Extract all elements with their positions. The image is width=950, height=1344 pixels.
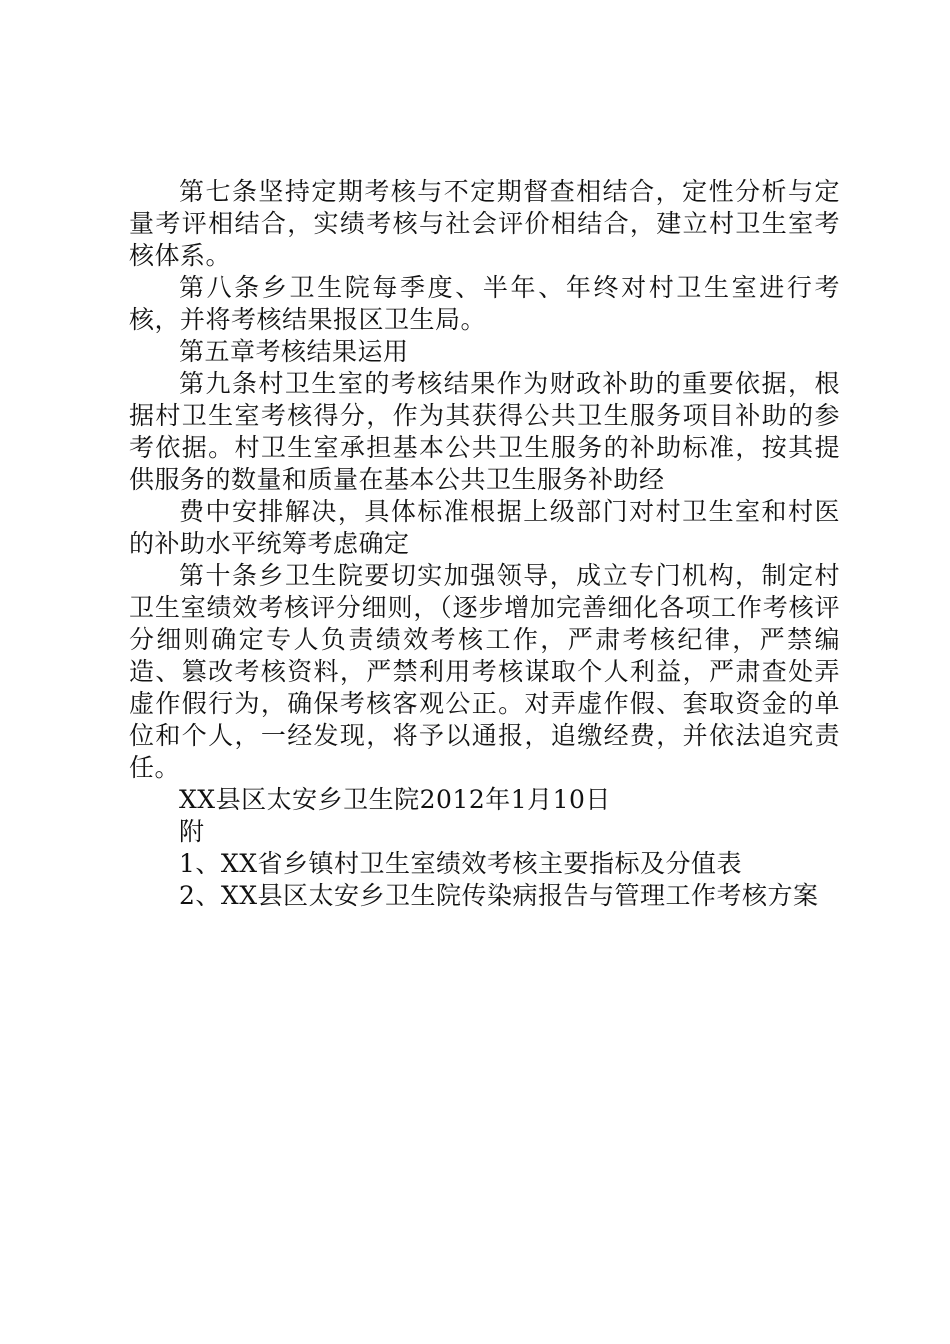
chapter-5-heading: 第五章考核结果运用 [179,337,409,366]
signature-date: XX县区太安乡卫生院2012年1月10日 [179,785,611,814]
paragraph-article-9-continued: 费中安排解决，具体标准根据上级部门对村卫生室和村医的补助水平统筹考虑确定 [129,497,840,558]
paragraph-article-7: 第七条坚持定期考核与不定期督查相结合，定性分析与定量考评相结合，实绩考核与社会评价相结合，建立村卫生室考核体系。 [129,177,840,270]
appendix-label: 附 [179,817,205,846]
paragraph-article-9: 第九条村卫生室的考核结果作为财政补助的重要依据，根据村卫生室考核得分，作为其获得公共卫生服务项目补助的参考依据。村卫生室承担基本公共卫生服务的补助标准，按其提供服务的数量和质量在基本公共卫生服务补助经 [129,369,840,494]
appendix-item-2: 2、XX县区太安乡卫生院传染病报告与管理工作考核方案 [179,881,819,910]
appendix-item-1: 1、XX省乡镇村卫生室绩效考核主要指标及分值表 [179,849,743,878]
paragraph-article-8: 第八条乡卫生院每季度、半年、年终对村卫生室进行考核，并将考核结果报区卫生局。 [129,273,840,334]
document-body [129,176,840,912]
paragraph-article-10: 第十条乡卫生院要切实加强领导，成立专门机构，制定村卫生室绩效考核评分细则，（逐步增加完善细化各项工作考核评分细则确定专人负责绩效考核工作，严肃考核纪律，严禁编造、篡改考核资料，严禁利用考核谋取个人利益，严肃查处弄虚作假行为，确保考核客观公正。对弄虚作假、套取资金的单位和个人，一经发现，将予以通报，追缴经费，并依法追究责任。 [129,561,840,782]
